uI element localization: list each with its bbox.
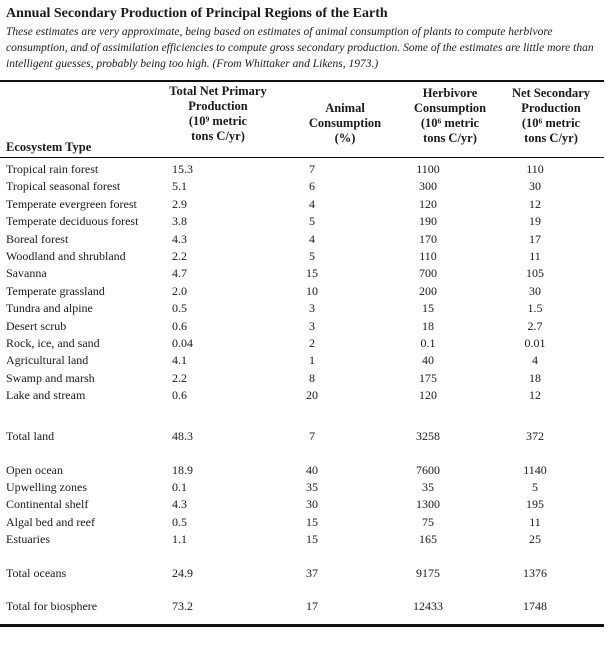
table-row: [0, 249, 610, 266]
cell-herb: 200: [419, 283, 437, 298]
header-net-primary-production: [158, 84, 278, 144]
cell-animal: 15: [306, 266, 318, 281]
cell-type: Total oceans: [6, 566, 67, 580]
cell-nsp: 11: [529, 514, 541, 529]
header-herb-line-3: (10⁶ metric: [420, 116, 480, 130]
cell-animal: 5: [309, 214, 315, 229]
cell-type: Estuaries: [6, 531, 50, 546]
cell-npp: 2.2: [172, 370, 187, 385]
cell-type: Lake and stream: [6, 388, 86, 403]
cell-npp: 5.1: [172, 179, 187, 194]
table-row: [0, 284, 610, 301]
cell-herb: 15: [422, 301, 434, 316]
cell-animal: 30: [306, 497, 318, 512]
cell-herb: 12433: [413, 599, 443, 613]
table-row: [0, 532, 610, 549]
cell-nsp: 18: [529, 370, 541, 385]
cell-nsp: 11: [529, 249, 541, 263]
cell-herb: 1300: [416, 497, 440, 512]
cell-nsp: 19: [529, 214, 541, 229]
cell-npp: 0.04: [172, 336, 193, 350]
cell-type: Temperate evergreen forest: [6, 196, 137, 211]
cell-type: Total for biosphere: [6, 599, 98, 613]
cell-type: Savanna: [6, 266, 47, 281]
cell-npp: 48.3: [172, 429, 193, 443]
header-npp-line-2: Production: [188, 99, 248, 113]
cell-npp: 24.9: [172, 566, 193, 580]
cell-npp: 2.9: [172, 196, 187, 211]
cell-npp: 4.7: [172, 266, 187, 281]
cell-nsp: 1376: [523, 566, 547, 580]
cell-npp: 0.6: [172, 318, 187, 333]
table-row: [0, 319, 610, 336]
cell-nsp: 195: [526, 497, 544, 512]
cell-herb: 175: [419, 370, 437, 385]
cell-animal: 4: [309, 196, 315, 211]
cell-animal: 3: [309, 318, 315, 333]
header-npp-line-4: tons C/yr): [191, 129, 245, 143]
cell-npp: 4.1: [172, 353, 187, 368]
cell-herb: 110: [419, 249, 437, 263]
table-row: [0, 371, 610, 388]
table-row: [0, 301, 610, 318]
cell-npp: 2.2: [172, 249, 187, 263]
cell-animal: 20: [306, 388, 318, 403]
cell-type: Algal bed and reef: [6, 514, 95, 529]
cell-herb: 18: [422, 318, 434, 333]
cell-type: Woodland and shrubland: [6, 249, 126, 263]
header-herb-line-4: tons C/yr): [423, 131, 477, 145]
header-nsp-line-1: Net Secondary: [511, 86, 591, 100]
cell-animal: 10: [306, 283, 318, 298]
cell-herb: 3258: [416, 429, 440, 443]
table-row: [0, 515, 610, 532]
cell-type: Total land: [6, 429, 55, 443]
cell-type: Boreal forest: [6, 231, 69, 246]
table-row: [0, 266, 610, 283]
cell-animal: 7: [309, 162, 315, 176]
cell-animal: 1: [309, 353, 315, 368]
cell-nsp: 1.5: [527, 301, 543, 316]
table-row: [0, 463, 610, 480]
cell-herb: 120: [419, 388, 437, 403]
cell-type: Tropical rain forest: [6, 162, 99, 176]
cell-herb: 9175: [416, 566, 440, 580]
cell-herb: 0.1: [420, 336, 436, 350]
cell-nsp: 2.7: [527, 318, 543, 333]
cell-animal: 5: [309, 249, 315, 263]
table-row: [0, 388, 610, 405]
cell-nsp: 5: [532, 480, 538, 495]
table-row: [0, 162, 610, 179]
cell-nsp: 1748: [523, 599, 547, 613]
total-land-row: [0, 429, 610, 446]
header-nsp-line-2: Production: [521, 101, 581, 115]
table-row: [0, 179, 610, 196]
cell-type: Tundra and alpine: [6, 301, 93, 316]
top-rule: [0, 80, 604, 82]
cell-animal: 3: [309, 301, 315, 316]
cell-animal: 8: [309, 370, 315, 385]
cell-animal: 2: [309, 336, 315, 350]
cell-herb: 190: [419, 214, 437, 229]
header-animal-line-1: Animal: [325, 101, 365, 115]
header-herbivore-consumption: [398, 86, 502, 146]
header-net-secondary-production: [496, 86, 606, 146]
cell-npp: 0.6: [172, 388, 187, 403]
cell-animal: 7: [309, 429, 315, 443]
cell-type: Temperate deciduous forest: [6, 214, 139, 229]
cell-npp: 18.9: [172, 463, 193, 477]
cell-nsp: 372: [526, 429, 544, 443]
header-herb-line-1: Herbivore: [422, 86, 478, 100]
cell-nsp: 25: [529, 531, 541, 546]
header-nsp-line-3: (10⁶ metric: [521, 116, 581, 130]
cell-type: Agricultural land: [6, 353, 89, 368]
header-animal-line-2: Consumption: [308, 116, 382, 130]
table-row: [0, 197, 610, 214]
cell-npp: 0.5: [172, 301, 187, 316]
cell-npp: 15.3: [172, 162, 193, 176]
cell-herb: 170: [419, 231, 437, 246]
total-biosphere-row: [0, 599, 610, 616]
cell-nsp: 0.01: [524, 336, 546, 350]
header-animal-line-3: (%): [334, 131, 356, 145]
cell-herb: 700: [419, 266, 437, 281]
table-row: [0, 214, 610, 231]
cell-animal: 4: [309, 231, 315, 246]
cell-animal: 40: [306, 463, 318, 477]
cell-type: Tropical seasonal forest: [6, 179, 121, 194]
header-rule: [0, 157, 604, 158]
header-animal-consumption: [292, 101, 398, 146]
table-row: [0, 353, 610, 370]
cell-npp: 73.2: [172, 599, 193, 613]
cell-npp: 4.3: [172, 231, 187, 246]
cell-nsp: 1140: [523, 463, 547, 477]
cell-herb: 7600: [416, 463, 440, 477]
header-nsp-line-4: tons C/yr): [524, 131, 578, 145]
cell-npp: 0.1: [172, 480, 187, 495]
cell-animal: 15: [306, 531, 318, 546]
cell-herb: 300: [419, 179, 437, 194]
cell-animal: 17: [306, 599, 318, 613]
table-row: [0, 497, 610, 514]
cell-nsp: 30: [529, 179, 541, 194]
cell-type: Rock, ice, and sand: [6, 336, 100, 350]
header-ecosystem-type: Ecosystem Type: [6, 140, 92, 154]
cell-herb: 75: [422, 514, 434, 529]
cell-type: Continental shelf: [6, 497, 89, 512]
cell-nsp: 17: [529, 231, 541, 246]
cell-npp: 3.8: [172, 214, 187, 229]
cell-npp: 2.0: [172, 283, 187, 298]
cell-npp: 1.1: [172, 531, 187, 546]
table-row: [0, 232, 610, 249]
cell-type: Desert scrub: [6, 318, 67, 333]
cell-npp: 0.5: [172, 514, 187, 529]
cell-herb: 40: [422, 353, 434, 368]
cell-animal: 35: [306, 480, 318, 495]
cell-nsp: 12: [529, 388, 541, 403]
cell-herb: 165: [419, 531, 437, 546]
cell-herb: 120: [419, 196, 437, 211]
cell-herb: 1100: [416, 162, 440, 176]
cell-nsp: 105: [526, 266, 544, 281]
cell-type: Temperate grassland: [6, 283, 105, 298]
table-caption: These estimates are very approximate, being based on estimates of animal consumption of plants to compute herbivore consumption, and of assimilation efficiencies to compute gross secondary production. Some of the estimates are little more than intelligent guesses, probably being too high. (From Whittaker and Likens, 1973.): [6, 26, 594, 70]
cell-herb: 35: [422, 480, 434, 495]
cell-animal: 15: [306, 514, 318, 529]
cell-animal: 6: [309, 179, 315, 194]
table-row: [0, 336, 610, 353]
header-herb-line-2: Consumption: [413, 101, 487, 115]
header-npp-line-1: Total Net Primary: [169, 84, 267, 98]
table-title: Annual Secondary Production of Principal Regions of the Earth: [6, 6, 388, 21]
cell-type: Upwelling zones: [6, 480, 87, 495]
cell-nsp: 12: [529, 196, 541, 211]
cell-animal: 37: [306, 566, 318, 580]
bottom-rule: [0, 624, 604, 627]
cell-nsp: 30: [529, 283, 541, 298]
cell-nsp: 110: [526, 162, 544, 176]
total-oceans-row: [0, 566, 610, 583]
cell-npp: 4.3: [172, 497, 187, 512]
cell-nsp: 4: [532, 353, 538, 368]
table-row: [0, 480, 610, 497]
cell-type: Open ocean: [6, 463, 63, 477]
cell-type: Swamp and marsh: [6, 370, 95, 385]
header-npp-line-3: (10⁹ metric: [188, 114, 248, 128]
